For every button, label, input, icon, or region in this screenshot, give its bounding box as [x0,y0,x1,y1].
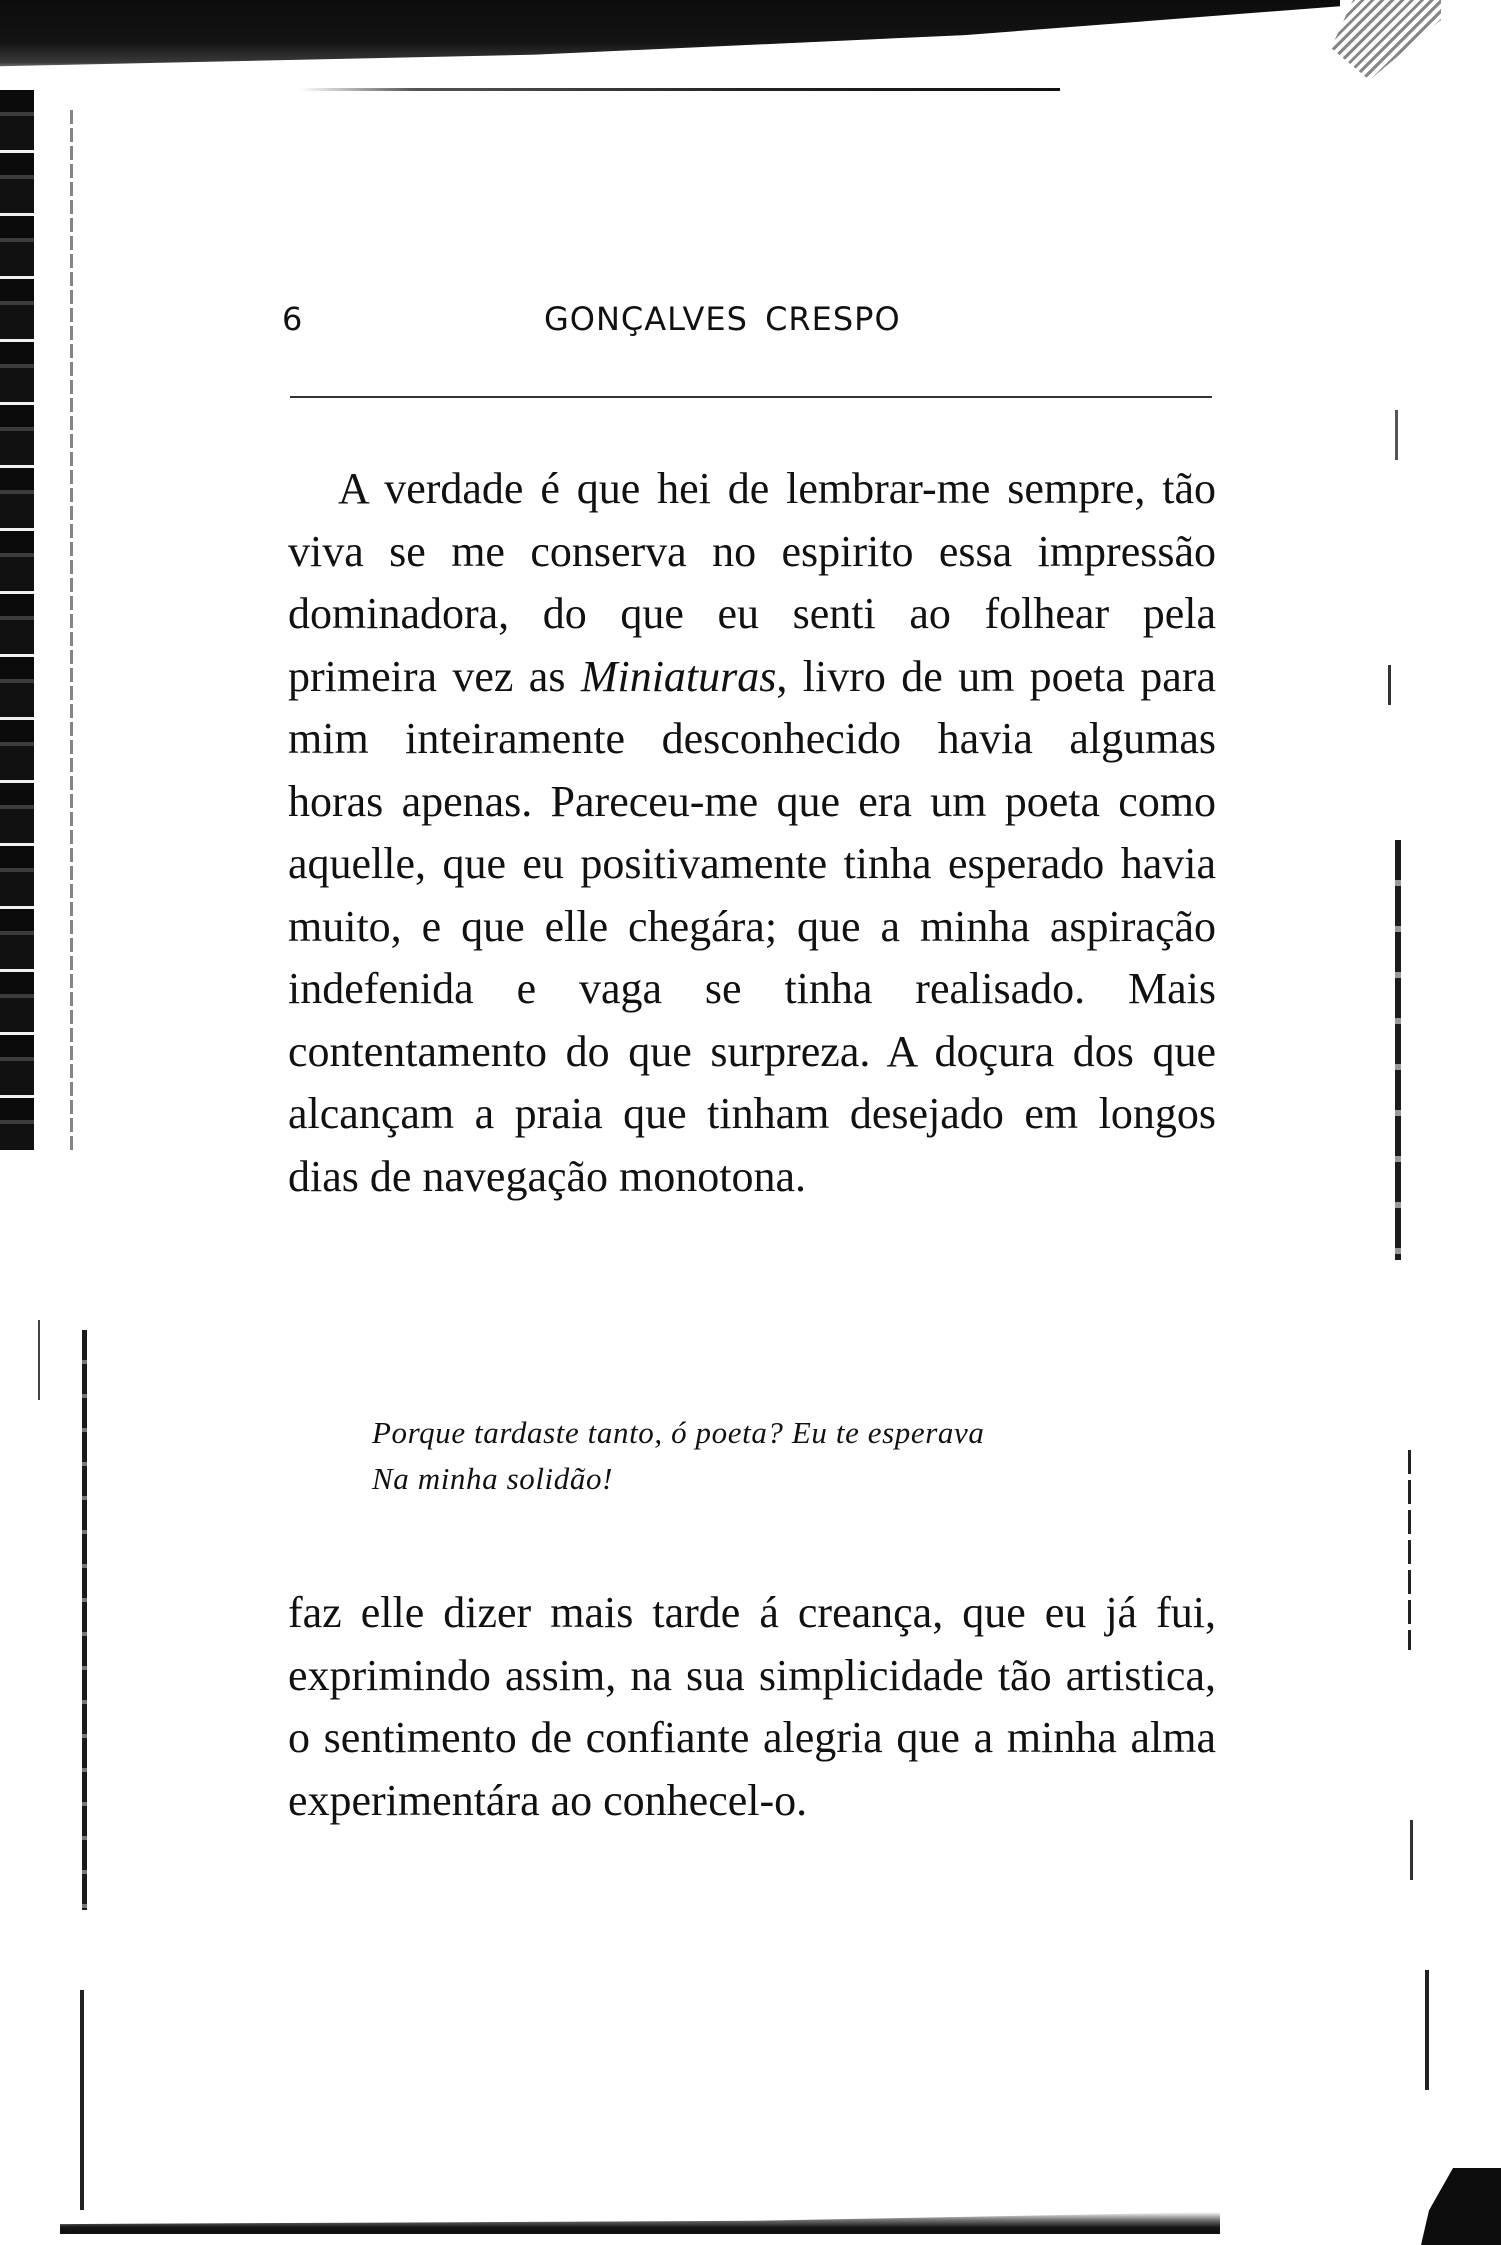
scan-border-top-line [300,88,1060,91]
scan-edge-mark [1408,1450,1411,1650]
scan-edge-mark [1388,665,1391,705]
verse-quote [372,1410,1192,1502]
scan-gutter-line [82,1330,87,1910]
scan-corner-mark [1421,2168,1501,2245]
scan-edge-mark [1395,410,1398,460]
header-rule [290,396,1212,398]
paragraph-1 [288,458,1216,1208]
verse-line-2: Na minha solidão! [372,1461,613,1496]
running-head [282,300,1222,360]
scan-border-top [0,0,1340,78]
scan-gutter-line [80,1990,84,2210]
page-number: 6 [282,300,304,338]
scan-gutter-line [38,1320,40,1400]
scan-corner-mark [1331,0,1441,80]
paragraph-1-text: A verdade é que hei de lembrar-me sempre, tão viva se me conserva no espirito essa impressão dominadora, do que eu senti ao folhear pela primeira vez as [288,464,1216,701]
scan-border-left [0,90,34,1150]
book-title-italic: Miniaturas [580,651,777,701]
running-title: GONÇALVES CRESPO [544,300,901,338]
scan-edge-mark [1410,1820,1413,1880]
scan-gutter-line [70,110,73,1150]
paragraph-2: faz elle dizer mais tarde á creança, que eu já fui, exprimindo assim, na sua simplicidade tão artistica, o sentimento de confiante alegria que a minha alma experimentára ao conhecel-o. [288,1588,1216,1825]
scan-border-bottom [60,2212,1220,2234]
paragraph-1-text-continued: , livro de um poeta para mim inteiramente desconhecido havia algumas horas apenas. Pareceu-me que era um poeta como aquelle, que eu positivamente tinha esperado havia muito, e que elle chegára; que a minha aspiração indefenida e vaga se tinha realisado. Mais contentamento do que surpreza. A doçura dos que alcançam a praia que tinham desejado em longos dias de navegação monotona. [288,651,1216,1201]
verse-line-1: Porque tardaste tanto, ó poeta? Eu te esperava [372,1415,985,1450]
scan-edge-mark [1395,840,1401,1260]
scan-edge-mark [1425,1970,1429,2090]
